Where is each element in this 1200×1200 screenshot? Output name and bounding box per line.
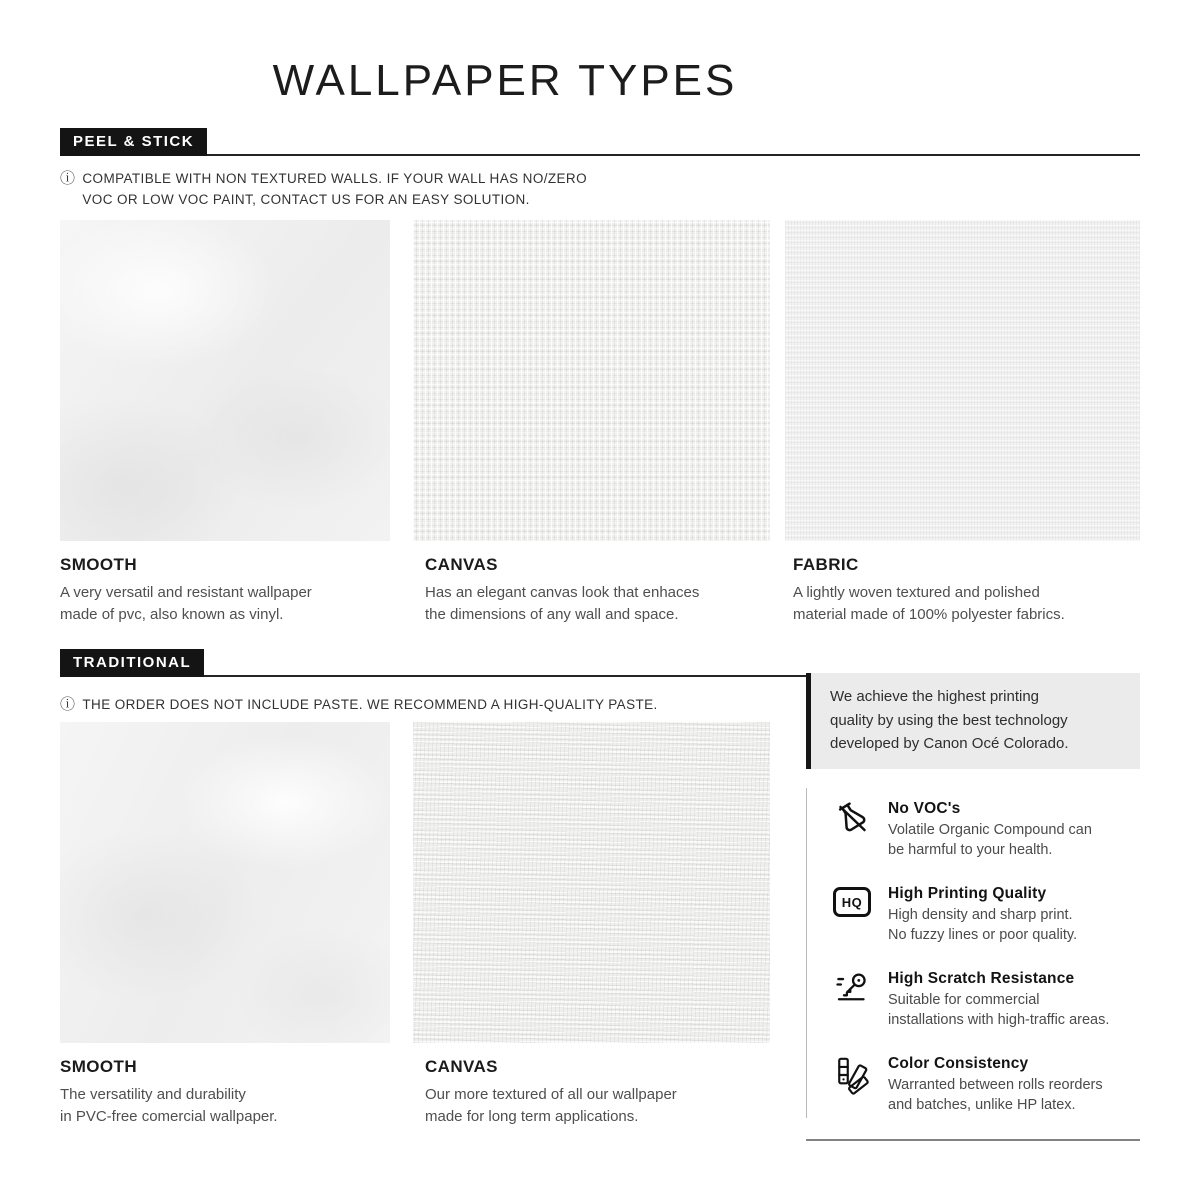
feature-high-printing-quality (807, 885, 1141, 945)
fabric-texture-sample (785, 220, 1140, 541)
smooth-texture-sample (60, 220, 390, 541)
sample-description: The versatility and durability in PVC-free comercial wallpaper. (60, 1086, 278, 1125)
bottom-divider (806, 1139, 1140, 1141)
peel-stick-canvas-card (413, 220, 770, 625)
traditional-canvas-card (413, 722, 770, 1127)
traditional-note (60, 694, 658, 715)
sample-label: CANVAS (425, 555, 498, 574)
feature-text: Color Consistency Warranted between rolls reorders and batches, unlike HP latex. (888, 1055, 1103, 1113)
feature-list (806, 788, 1141, 1118)
sample-label: SMOOTH (60, 1057, 138, 1076)
sample-label: CANVAS (425, 1057, 498, 1076)
feature-high-scratch-resistance (807, 970, 1141, 1030)
key-scratch-icon (832, 970, 872, 1004)
sample-description: Has an elegant canvas look that enhaces the dimensions of any wall and space. (425, 584, 700, 623)
canvas-texture-sample (413, 722, 770, 1043)
hq-badge-icon: HQ (832, 885, 872, 917)
peel-stick-note-text: COMPATIBLE WITH NON TEXTURED WALLS. IF YOUR WALL HAS NO/ZERO VOC OR LOW VOC PAINT, CONTACT US FOR AN EASY SOLUTION. (82, 171, 587, 207)
sample-label: FABRIC (793, 555, 859, 574)
sample-description: Our more textured of all our wallpaper made for long term applications. (425, 1086, 677, 1125)
feature-no-voc (807, 800, 1141, 860)
feature-text: No VOC's Volatile Organic Compound can be harmful to your health. (888, 800, 1092, 858)
peel-stick-fabric-card (785, 220, 1140, 625)
peel-stick-smooth-card (60, 220, 390, 625)
feature-color-consistency (807, 1055, 1141, 1115)
peel-stick-note (60, 168, 587, 210)
info-icon: ⓘ (60, 170, 76, 187)
traditional-smooth-card (60, 722, 390, 1127)
traditional-badge: TRADITIONAL (60, 649, 204, 677)
info-icon: ⓘ (60, 696, 76, 713)
peel-stick-badge: PEEL & STICK (60, 128, 207, 156)
sample-description: A very versatil and resistant wallpaper made of pvc, also known as vinyl. (60, 584, 312, 623)
traditional-note-text: THE ORDER DOES NOT INCLUDE PASTE. WE RECOMMEND A HIGH-QUALITY PASTE. (82, 697, 658, 712)
page-title: WALLPAPER TYPES (272, 56, 738, 105)
smooth-texture-sample (60, 722, 390, 1043)
color-swatches-icon (832, 1055, 872, 1089)
peel-stick-section-divider (60, 127, 1140, 156)
canvas-texture-sample (413, 220, 770, 541)
no-voc-flask-icon (832, 800, 872, 836)
quality-statement-box: We achieve the highest printing quality by using the best technology developed by Canon Océ Colorado. (806, 673, 1140, 769)
feature-text: High Printing Quality High density and sharp print. No fuzzy lines or poor quality. (888, 885, 1078, 943)
sample-description: A lightly woven textured and polished material made of 100% polyester fabrics. (793, 584, 1065, 623)
feature-text: High Scratch Resistance Suitable for commercial installations with high-traffic areas. (888, 970, 1110, 1028)
sample-label: SMOOTH (60, 555, 138, 574)
